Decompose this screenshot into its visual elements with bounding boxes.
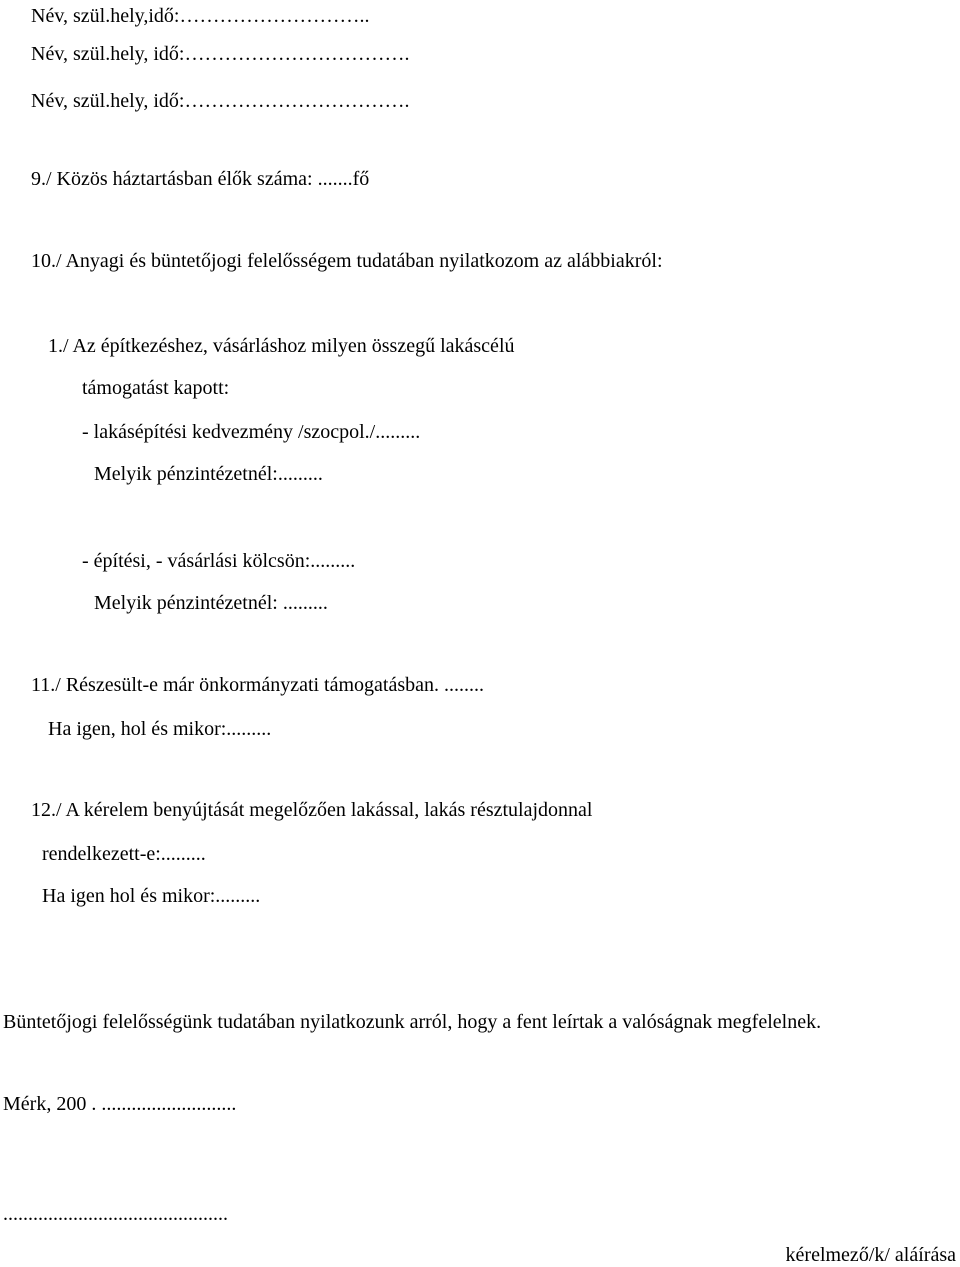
name-dob-line-1: Név, szül.hely,idő:……………………….. (31, 5, 370, 27)
prior-ownership-detail: Ha igen hol és mikor:......... (42, 885, 261, 907)
housing-support-question: 1./ Az építkezéshez, vásárláshoz milyen összegű lakáscélú (48, 335, 515, 357)
prior-ownership-question: 12./ A kérelem benyújtását megelőzően lakással, lakás résztulajdonnal (31, 799, 593, 821)
name-dob-line-3: Név, szül.hely, idő:……………………………. (31, 90, 410, 112)
signature-label: kérelmező/k/ aláírása (785, 1244, 956, 1266)
household-count: 9./ Közös háztartásban élők száma: .......fő (31, 168, 370, 190)
loan-line: - építési, - vásárlási kölcsön:......... (82, 550, 356, 572)
name-dob-line-2: Név, szül.hely, idő:……………………………. (31, 43, 410, 65)
municipal-support-detail: Ha igen, hol és mikor:......... (48, 718, 272, 740)
housing-discount-line: - lakásépítési kedvezmény /szocpol./......... (82, 421, 421, 443)
declaration-intro: 10./ Anyagi és büntetőjogi felelősségem tudatában nyilatkozom az alábbiakról: (31, 250, 663, 272)
housing-support-question-cont: támogatást kapott: (82, 377, 230, 399)
place-and-date: Mérk, 200 . ........................... (3, 1093, 237, 1115)
bank-line-1: Melyik pénzintézetnél:......... (94, 463, 323, 485)
prior-ownership-question-cont: rendelkezett-e:......... (42, 843, 206, 865)
criminal-liability-statement: Büntetőjogi felelősségünk tudatában nyilatkozunk arról, hogy a fent leírtak a valóságnak megfelelnek. (3, 1011, 822, 1033)
municipal-support-question: 11./ Részesült-e már önkormányzati támogatásban. ........ (31, 674, 485, 696)
signature-line: ............................................. (3, 1203, 228, 1225)
bank-line-2: Melyik pénzintézetnél: ......... (94, 592, 328, 614)
